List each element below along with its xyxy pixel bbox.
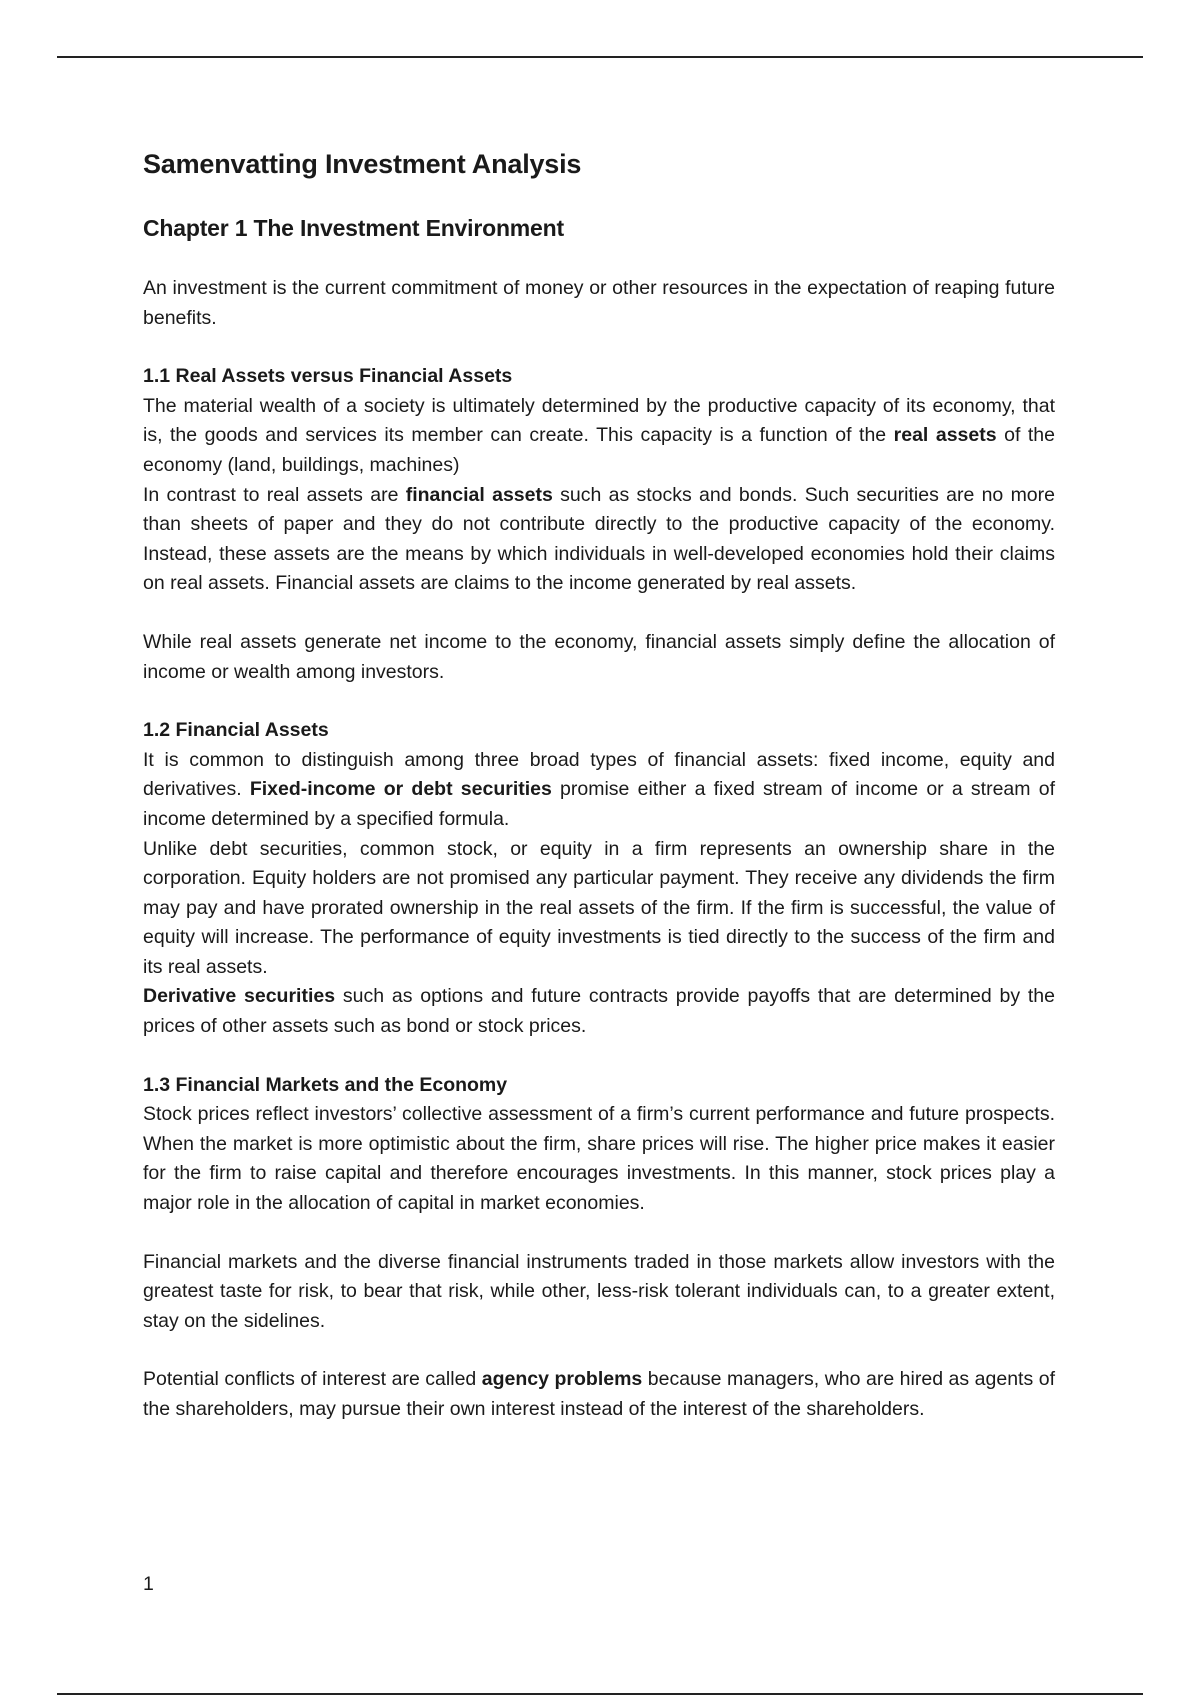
term-fixed-income: Fixed-income or debt securities xyxy=(249,778,552,801)
document-title: Samenvatting Investment Analysis xyxy=(143,149,582,179)
page-top-rule xyxy=(57,56,1143,58)
paragraph-real-assets: The material wealth of a society is ultimately determined by the productive capacity of its economy, that is, the goods and services its member can create. This capacity is a function of the real assets of the economy (land, buildings, machines) xyxy=(143,394,1055,476)
document-page xyxy=(143,144,1055,1425)
intro-paragraph: An investment is the current commitment of money or other resources in the expectation of reaping future benefits. xyxy=(143,277,1055,329)
page-bottom-rule xyxy=(57,1693,1143,1695)
paragraph-stock-prices: Stock prices reflect investors’ collective assessment of a firm’s current performance and future prospects. When the market is more optimistic about the firm, share prices will rise. The higher price makes it easier for the firm to raise capital and therefore encourages investments. In this manner, stock prices play a major role in the allocation of capital in market economies. xyxy=(143,1103,1055,1215)
section-heading-1-2: 1.2 Financial Assets xyxy=(143,719,329,742)
paragraph-equity: Unlike debt securities, common stock, or equity in a firm represents an ownership share in the corporation. Equity holders are not promised any particular payment. They receive any dividends the firm may pay and have prorated ownership in the real assets of the firm. If the firm is successful, the value of equity will increase. The performance of equity investments is tied directly to the success of the firm and its real assets. xyxy=(143,837,1055,978)
page-number: 1 xyxy=(143,1573,154,1595)
section-heading-1-3: 1.3 Financial Markets and the Economy xyxy=(143,1073,508,1096)
chapter-title: Chapter 1 The Investment Environment xyxy=(143,215,564,241)
paragraph-risk: Financial markets and the diverse financial instruments traded in those markets allow investors with the greatest taste for risk, to bear that risk, while other, less-risk tolerant individuals can, to a greater extent, stay on the sidelines. xyxy=(143,1250,1055,1332)
term-financial-assets: financial assets xyxy=(405,483,553,506)
paragraph-agency-problems: Potential conflicts of interest are called agency problems because managers, who are hired as agents of the shareholders, may pursue their own interest instead of the interest of the shareholders. xyxy=(143,1368,1055,1420)
section-heading-1-1: 1.1 Real Assets versus Financial Assets xyxy=(143,365,513,388)
paragraph-fixed-income: It is common to distinguish among three broad types of financial assets: fixed income, equity and derivatives. Fixed-income or debt securities promise either a fixed stream of income or a stream of income determined by a specified formula. xyxy=(143,748,1055,830)
term-derivative-securities: Derivative securities xyxy=(143,985,336,1008)
paragraph-derivatives: Derivative securities such as options and future contracts provide payoffs that are determined by the prices of other assets such as bond or stock prices. xyxy=(143,985,1055,1038)
paragraph-net-income: While real assets generate net income to the economy, financial assets simply define the allocation of income or wealth among investors. xyxy=(143,630,1055,683)
term-agency-problems: agency problems xyxy=(481,1368,643,1391)
paragraph-financial-assets: In contrast to real assets are financial assets such as stocks and bonds. Such securities are no more than sheets of paper and they do not contribute directly to the productive capacity of the economy. Instead, these assets are the means by which individuals in well-developed economies hold their claims on real assets. Financial assets are claims to the income generated by real assets. xyxy=(143,483,1055,595)
term-real-assets: real assets xyxy=(893,424,997,447)
